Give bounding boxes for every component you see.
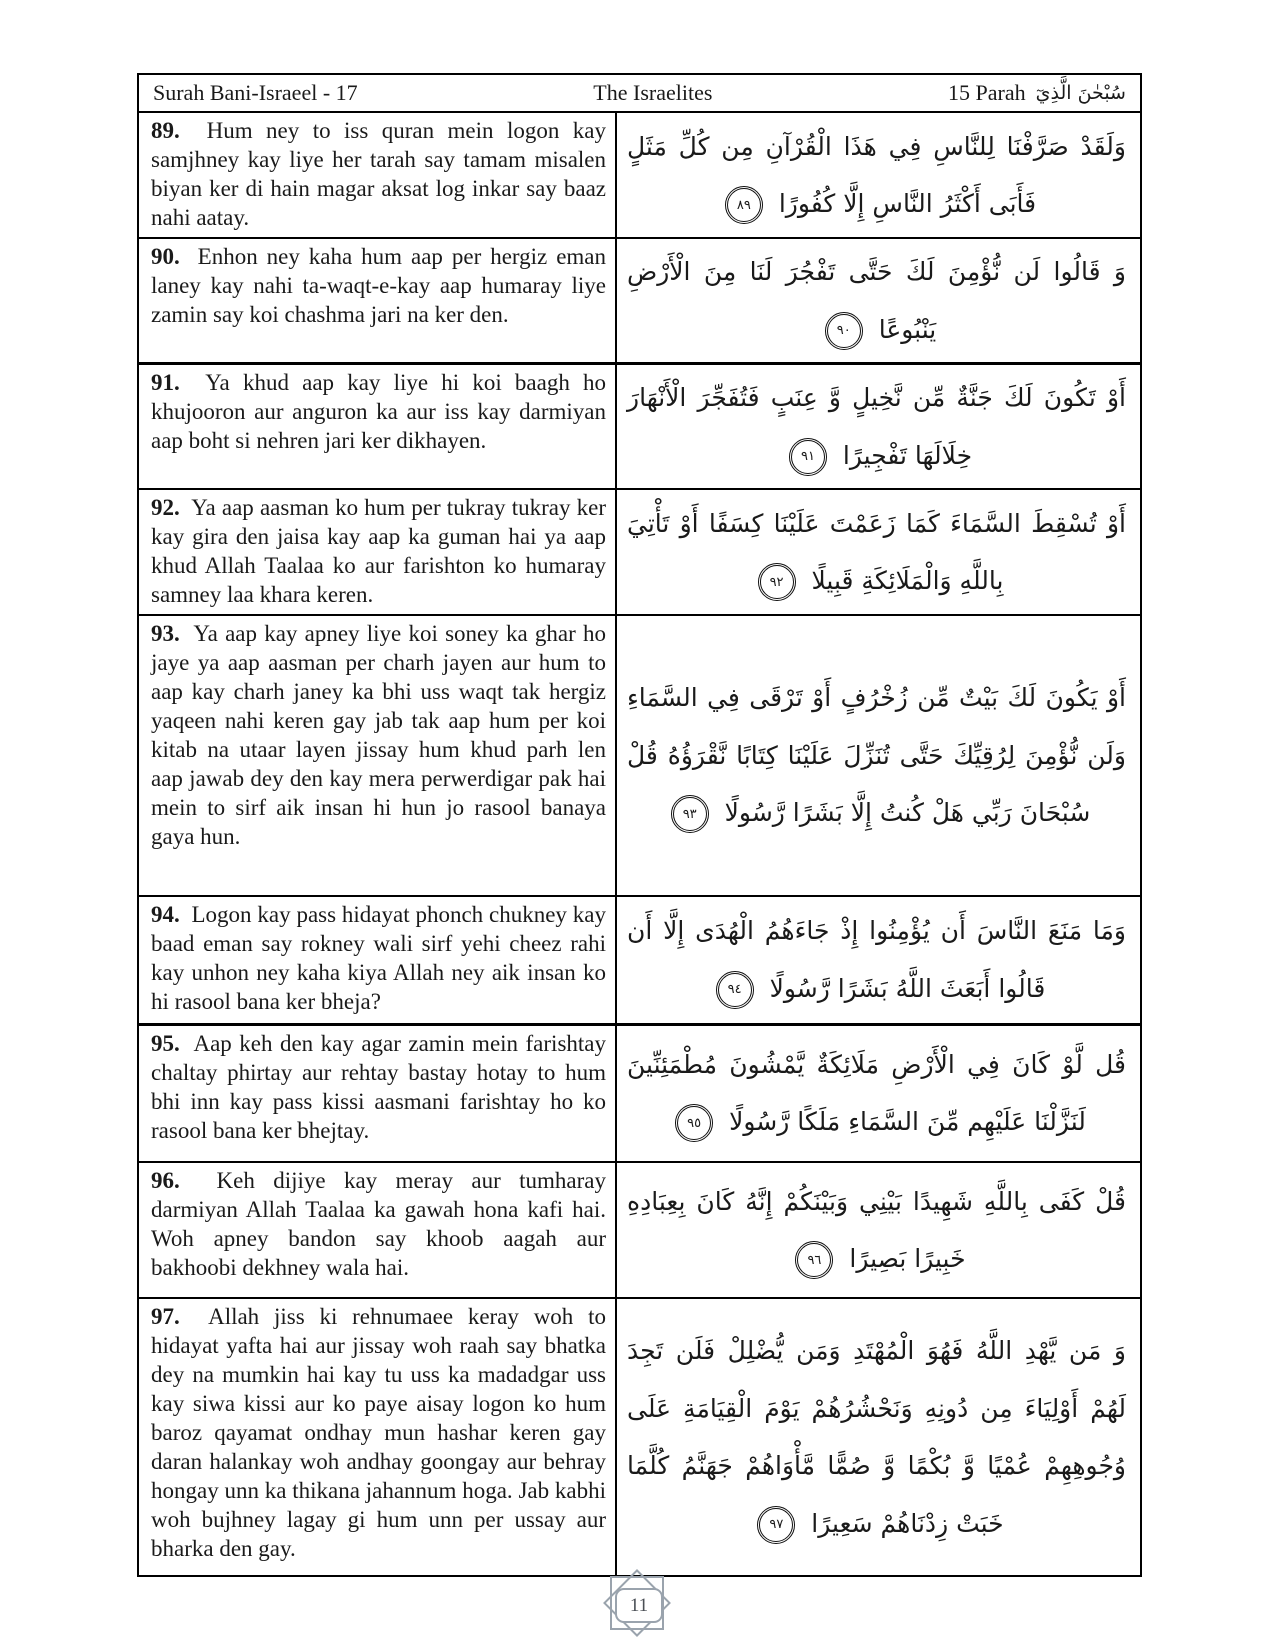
verse-urdu-text: Ya khud aap kay liye hi koi baagh ho khujooron aur anguron ka aur iss kay darmiyan aap boht si nehren jari ker dikhayen. — [151, 370, 606, 453]
verse-row-94 — [138, 896, 1141, 1024]
verse-arabic-text: قُلْ كَفَى بِاللَّهِ شَهِيدًا بَيْنِي وَبَيْنَكُمْ إِنَّهُ كَانَ بِعِبَادِهِ خَبِيرًا بَصِيرًا — [627, 1186, 1126, 1273]
verse-number: 90. — [151, 244, 180, 269]
header-translation-title: The Israelites — [593, 80, 713, 105]
verse-91-urdu-cell — [138, 364, 616, 490]
verse-row-90 — [138, 238, 1141, 364]
verse-number: 95. — [151, 1030, 180, 1056]
verse-90-urdu-cell — [138, 238, 616, 364]
verse-row-97 — [138, 1298, 1141, 1576]
verse-90-arabic-cell — [616, 238, 1141, 364]
header-parah-calligraphy: سُبْحٰنَ الَّذِيٓ — [1035, 82, 1126, 104]
ayah-number-medallion: ٩٦ — [795, 1241, 833, 1279]
verse-urdu-text: Allah jiss ki rehnumaee keray woh to hidayat yafta hai aur jissay woh raah say bhatka dey na mumkin hai kay tu uss ka madadgar uss kay siwa kissi aur ko paye aisay logon ko hum baroz qayamat ondhay mun hashar keren gay daran halankay woh andhay goongay aur behray hongay unn ka thikana jahannum hoga. Jab kabhi woh bujhney lagay gi hum unn per ussay aur bharka den gay. — [151, 1304, 606, 1561]
verse-91-arabic-cell — [616, 364, 1141, 490]
verse-97-urdu-cell — [138, 1298, 616, 1576]
verse-urdu-text: Logon kay pass hidayat phonch chukney kay baad eman say rokney wali sirf yehi cheez rahi kay unhon ney kaha kiya Allah ney aik insan ko hi rasool bana ker bheja? — [151, 902, 607, 1014]
verse-urdu-text: Ya aap kay apney liye koi soney ka ghar ho jaye ya aap aasman per charh jayen aur hum to aap kay charh janey ka bhi uss waqt tak hergiz yaqeen nahi keren gay jab tak aap hum per koi kitab na utaar layen jissay hum khud parh len aap jawab dey den kay mera perwerdigar pak hai mein to sirf aik insan hi hun jo rasool banaya gaya hun. — [151, 621, 606, 849]
verse-arabic-text: قُل لَّوْ كَانَ فِي الْأَرْضِ مَلَائِكَةٌ يَّمْشُونَ مُطْمَئِنِّينَ لَنَزَّلْنَا عَلَيْهِم مِّنَ السَّمَاءِ مَلَكًا رَّسُولًا — [627, 1049, 1126, 1137]
verse-arabic-text: وَمَا مَنَعَ النَّاسَ أَن يُؤْمِنُوا إِذْ جَاءَهُمُ الْهُدَى إِلَّا أَن قَالُوا أَبَعَثَ اللَّهُ بَشَرًا رَّسُولًا — [627, 916, 1126, 1003]
ayah-number-medallion: ٨٩ — [725, 186, 763, 224]
verse-arabic-text: أَوْ تَكُونَ لَكَ جَنَّةٌ مِّن نَّخِيلٍ وَّ عِنَبٍ فَتُفَجِّرَ الْأَنْهَارَ خِلَالَهَا تَفْجِيرًا — [627, 383, 1126, 470]
verse-row-92 — [138, 489, 1141, 615]
verse-urdu-text: Aap keh den kay agar zamin mein farishtay chaltay phirtay aur rehtay bastay hotay to hum bhi inn kay pass kissi aasmani farishtay ho ko rasool bana ker bhejtay. — [151, 1030, 606, 1143]
verse-89-urdu-cell — [138, 112, 616, 238]
page-header — [137, 73, 1142, 113]
verse-94-urdu-cell — [138, 896, 616, 1024]
verse-95-urdu-cell — [138, 1024, 616, 1162]
ayah-number-medallion: ٩٢ — [758, 563, 796, 601]
verse-96-arabic-cell — [616, 1162, 1141, 1298]
verse-arabic-text: وَ قَالُوا لَن نُّؤْمِنَ لَكَ حَتَّى تَفْجُرَ لَنَا مِنَ الْأَرْضِ يَنْبُوعًا — [627, 257, 1126, 344]
ayah-number-medallion: ٩٣ — [671, 795, 709, 833]
ayah-number-medallion: ٩٤ — [716, 971, 754, 1009]
verse-row-93 — [138, 615, 1141, 896]
page-number-ornament — [602, 1568, 674, 1640]
verse-urdu-text: Keh dijiye kay meray aur tumharay darmiyan Allah Taalaa ka gawah hona kafi hai. Woh apney bandon say khoob aagah aur bakhoobi dekhney wala hai. — [151, 1168, 606, 1280]
verse-row-96 — [138, 1162, 1141, 1298]
ayah-number-medallion: ٩٠ — [825, 312, 863, 350]
ayah-number-medallion: ٩١ — [789, 438, 827, 476]
verse-97-arabic-cell — [616, 1298, 1141, 1576]
header-surah-title: Surah Bani-Israeel - 17 — [153, 80, 358, 105]
verse-urdu-text: Hum ney to iss quran mein logon kay samjhney kay liye her tarah say tamam misalen biyan ker di hain magar aksat log inkar say baaz nahi aatay. — [151, 118, 606, 230]
verse-number: 93. — [151, 621, 180, 646]
page-content — [137, 73, 1142, 1577]
verse-urdu-text: Enhon ney kaha hum aap per hergiz eman laney kay nahi ta-waqt-e-kay aap humaray liye zamin say koi chashma jari na ker den. — [151, 244, 606, 327]
verse-number: 91. — [151, 370, 180, 395]
ayah-number-medallion: ٩٧ — [757, 1506, 795, 1544]
page-number: 11 — [615, 1588, 663, 1623]
verse-89-arabic-cell — [616, 112, 1141, 238]
header-parah-group — [948, 80, 1126, 106]
verse-row-95 — [138, 1024, 1141, 1162]
verse-number: 96. — [151, 1168, 180, 1193]
verse-arabic-text: أَوْ يَكُونَ لَكَ بَيْتٌ مِّن زُخْرُفٍ أَوْ تَرْقَى فِي السَّمَاءِ وَلَن نُّؤْمِنَ لِرُقِيِّكَ حَتَّى تُنَزِّلَ عَلَيْنَا كِتَابًا نَّقْرَؤُهُ قُلْ سُبْحَانَ رَبِّي هَلْ كُنتُ إِلَّا بَشَرًا رَّسُولًا — [627, 683, 1126, 828]
verse-row-91 — [138, 364, 1141, 490]
verse-number: 94. — [151, 902, 180, 927]
verse-row-89 — [138, 112, 1141, 238]
verse-93-urdu-cell — [138, 615, 616, 896]
verse-arabic-text: أَوْ تُسْقِطَ السَّمَاءَ كَمَا زَعَمْتَ عَلَيْنَا كِسَفًا أَوْ تَأْتِيَ بِاللَّهِ وَالْمَلَائِكَةِ قَبِيلًا — [627, 508, 1126, 595]
verse-94-arabic-cell — [616, 896, 1141, 1024]
verse-number: 97. — [151, 1304, 180, 1329]
verse-93-arabic-cell — [616, 615, 1141, 896]
verse-arabic-text: وَ مَن يَّهْدِ اللَّهُ فَهُوَ الْمُهْتَدِ وَمَن يُّضْلِلْ فَلَن تَجِدَ لَهُمْ أَوْلِيَاءَ مِن دُونِهِ وَنَحْشُرُهُمْ يَوْمَ الْقِيَامَةِ عَلَى وُجُوهِهِمْ عُمْيًا وَّ بُكْمًا وَّ صُمًّا مَّأْوَاهُمْ جَهَنَّمُ كُلَّمَا خَبَتْ زِدْنَاهُمْ سَعِيرًا — [627, 1336, 1126, 1538]
verse-number: 89. — [151, 118, 180, 143]
verse-number: 92. — [151, 495, 180, 520]
verse-95-arabic-cell — [616, 1024, 1141, 1162]
verse-urdu-text: Ya aap aasman ko hum per tukray tukray ker kay gira den jaisa kay aap ka guman hai ya aap khud Allah Taalaa ko aur farishton ko humaray samney laa khara keren. — [151, 495, 606, 607]
verse-92-urdu-cell — [138, 489, 616, 615]
ayah-number-medallion: ٩٥ — [675, 1104, 713, 1142]
verses-table — [137, 111, 1142, 1577]
header-parah-label: 15 Parah — [948, 80, 1026, 105]
verse-92-arabic-cell — [616, 489, 1141, 615]
verse-96-urdu-cell — [138, 1162, 616, 1298]
verse-arabic-text: وَلَقَدْ صَرَّفْنَا لِلنَّاسِ فِي هَذَا الْقُرْآنِ مِن كُلِّ مَثَلٍ فَأَبَى أَكْثَرُ النَّاسِ إِلَّا كُفُورًا — [627, 131, 1126, 218]
